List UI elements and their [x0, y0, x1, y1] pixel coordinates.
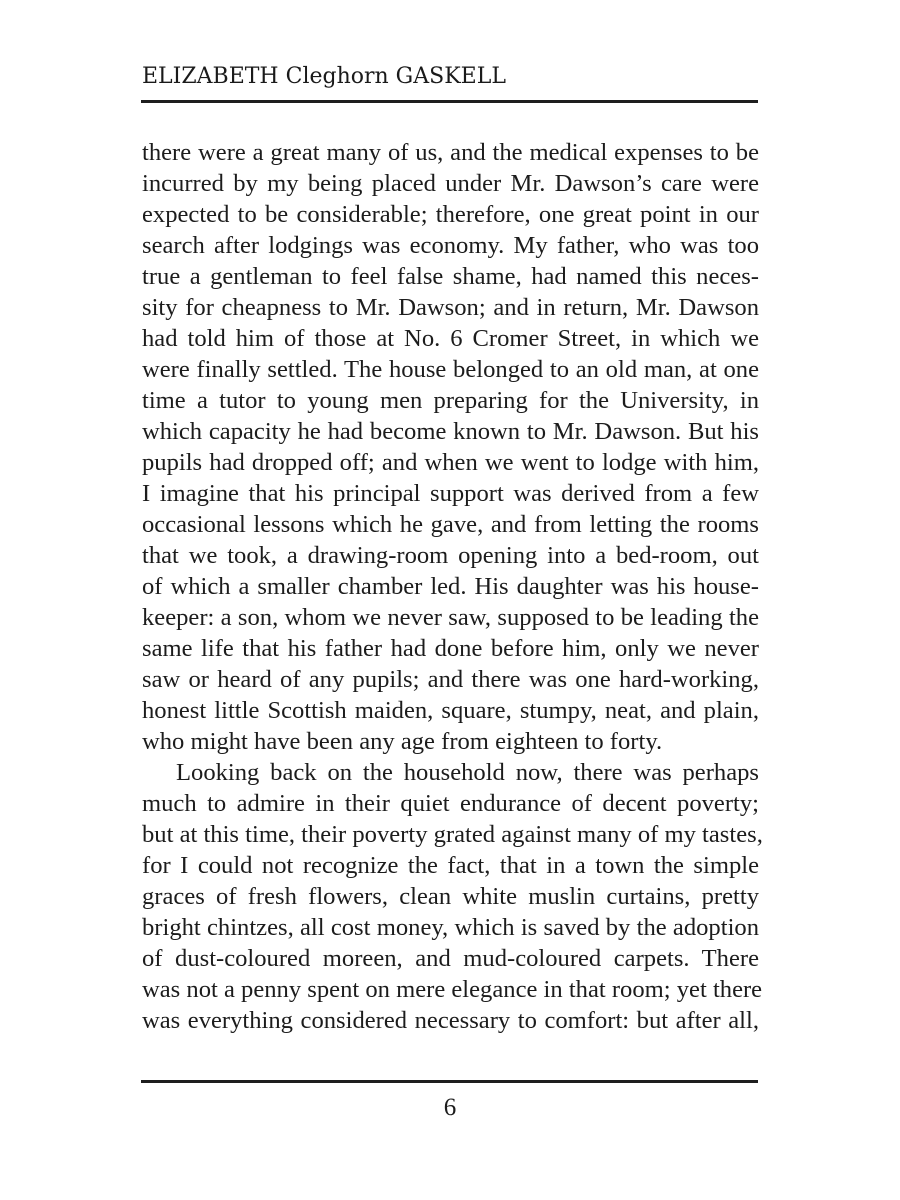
text-line: true a gentleman to feel false shame, had named this neces- — [142, 263, 759, 290]
text-line: graces of fresh flowers, clean white muslin curtains, pretty — [142, 883, 759, 910]
text-line: of dust-coloured moreen, and mud-coloured carpets. There — [142, 945, 759, 972]
text-line: same life that his father had done before him, only we never — [142, 635, 759, 662]
text-line: honest little Scottish maiden, square, stumpy, neat, and plain, — [142, 697, 759, 724]
text-line: there were a great many of us, and the medical expenses to be — [142, 139, 759, 166]
paragraph — [142, 757, 763, 1036]
text-line: I imagine that his principal support was derived from a few — [142, 480, 759, 507]
text-line: was everything considered necessary to comfort: but after all, — [142, 1007, 759, 1034]
text-line: who might have been any age from eighteen to forty. — [142, 728, 663, 755]
text-line: search after lodgings was economy. My father, who was too — [142, 232, 759, 259]
text-line: incurred by my being placed under Mr. Dawson’s care were — [142, 170, 759, 197]
paragraph — [142, 137, 759, 757]
text-line: of which a smaller chamber led. His daughter was his house- — [142, 573, 759, 600]
header-rule — [141, 100, 758, 103]
text-line: time a tutor to young men preparing for the University, in — [142, 387, 759, 414]
text-line: pupils had dropped off; and when we went to lodge with him, — [142, 449, 759, 476]
text-line: were finally settled. The house belonged to an old man, at one — [142, 356, 759, 383]
text-line: that we took, a drawing-room opening into a bed-room, out — [142, 542, 759, 569]
text-line: but at this time, their poverty grated against many of my tastes, — [142, 821, 763, 848]
running-header-title: ELIZABETH Cleghorn GASKELL — [142, 64, 506, 89]
text-line: was not a penny spent on mere elegance in that room; yet there — [142, 976, 763, 1003]
text-line: had told him of those at No. 6 Cromer Street, in which we — [142, 325, 759, 352]
text-line: sity for cheapness to Mr. Dawson; and in return, Mr. Dawson — [142, 294, 759, 321]
text-line: expected to be considerable; therefore, one great point in our — [142, 201, 759, 228]
text-line: bright chintzes, all cost money, which is saved by the adoption — [142, 914, 759, 941]
footer-rule — [141, 1080, 758, 1083]
text-line: for I could not recognize the fact, that in a town the simple — [142, 852, 759, 879]
text-line: occasional lessons which he gave, and from letting the rooms — [142, 511, 759, 538]
page-number: 6 — [443, 1094, 457, 1121]
text-line: saw or heard of any pupils; and there was one hard-working, — [142, 666, 759, 693]
text-line: keeper: a son, whom we never saw, supposed to be leading the — [142, 604, 759, 631]
text-line: Looking back on the household now, there was perhaps — [176, 759, 759, 786]
body-text — [142, 137, 763, 1036]
text-line: much to admire in their quiet endurance of decent poverty; — [142, 790, 759, 817]
text-line: which capacity he had become known to Mr. Dawson. But his — [142, 418, 759, 445]
